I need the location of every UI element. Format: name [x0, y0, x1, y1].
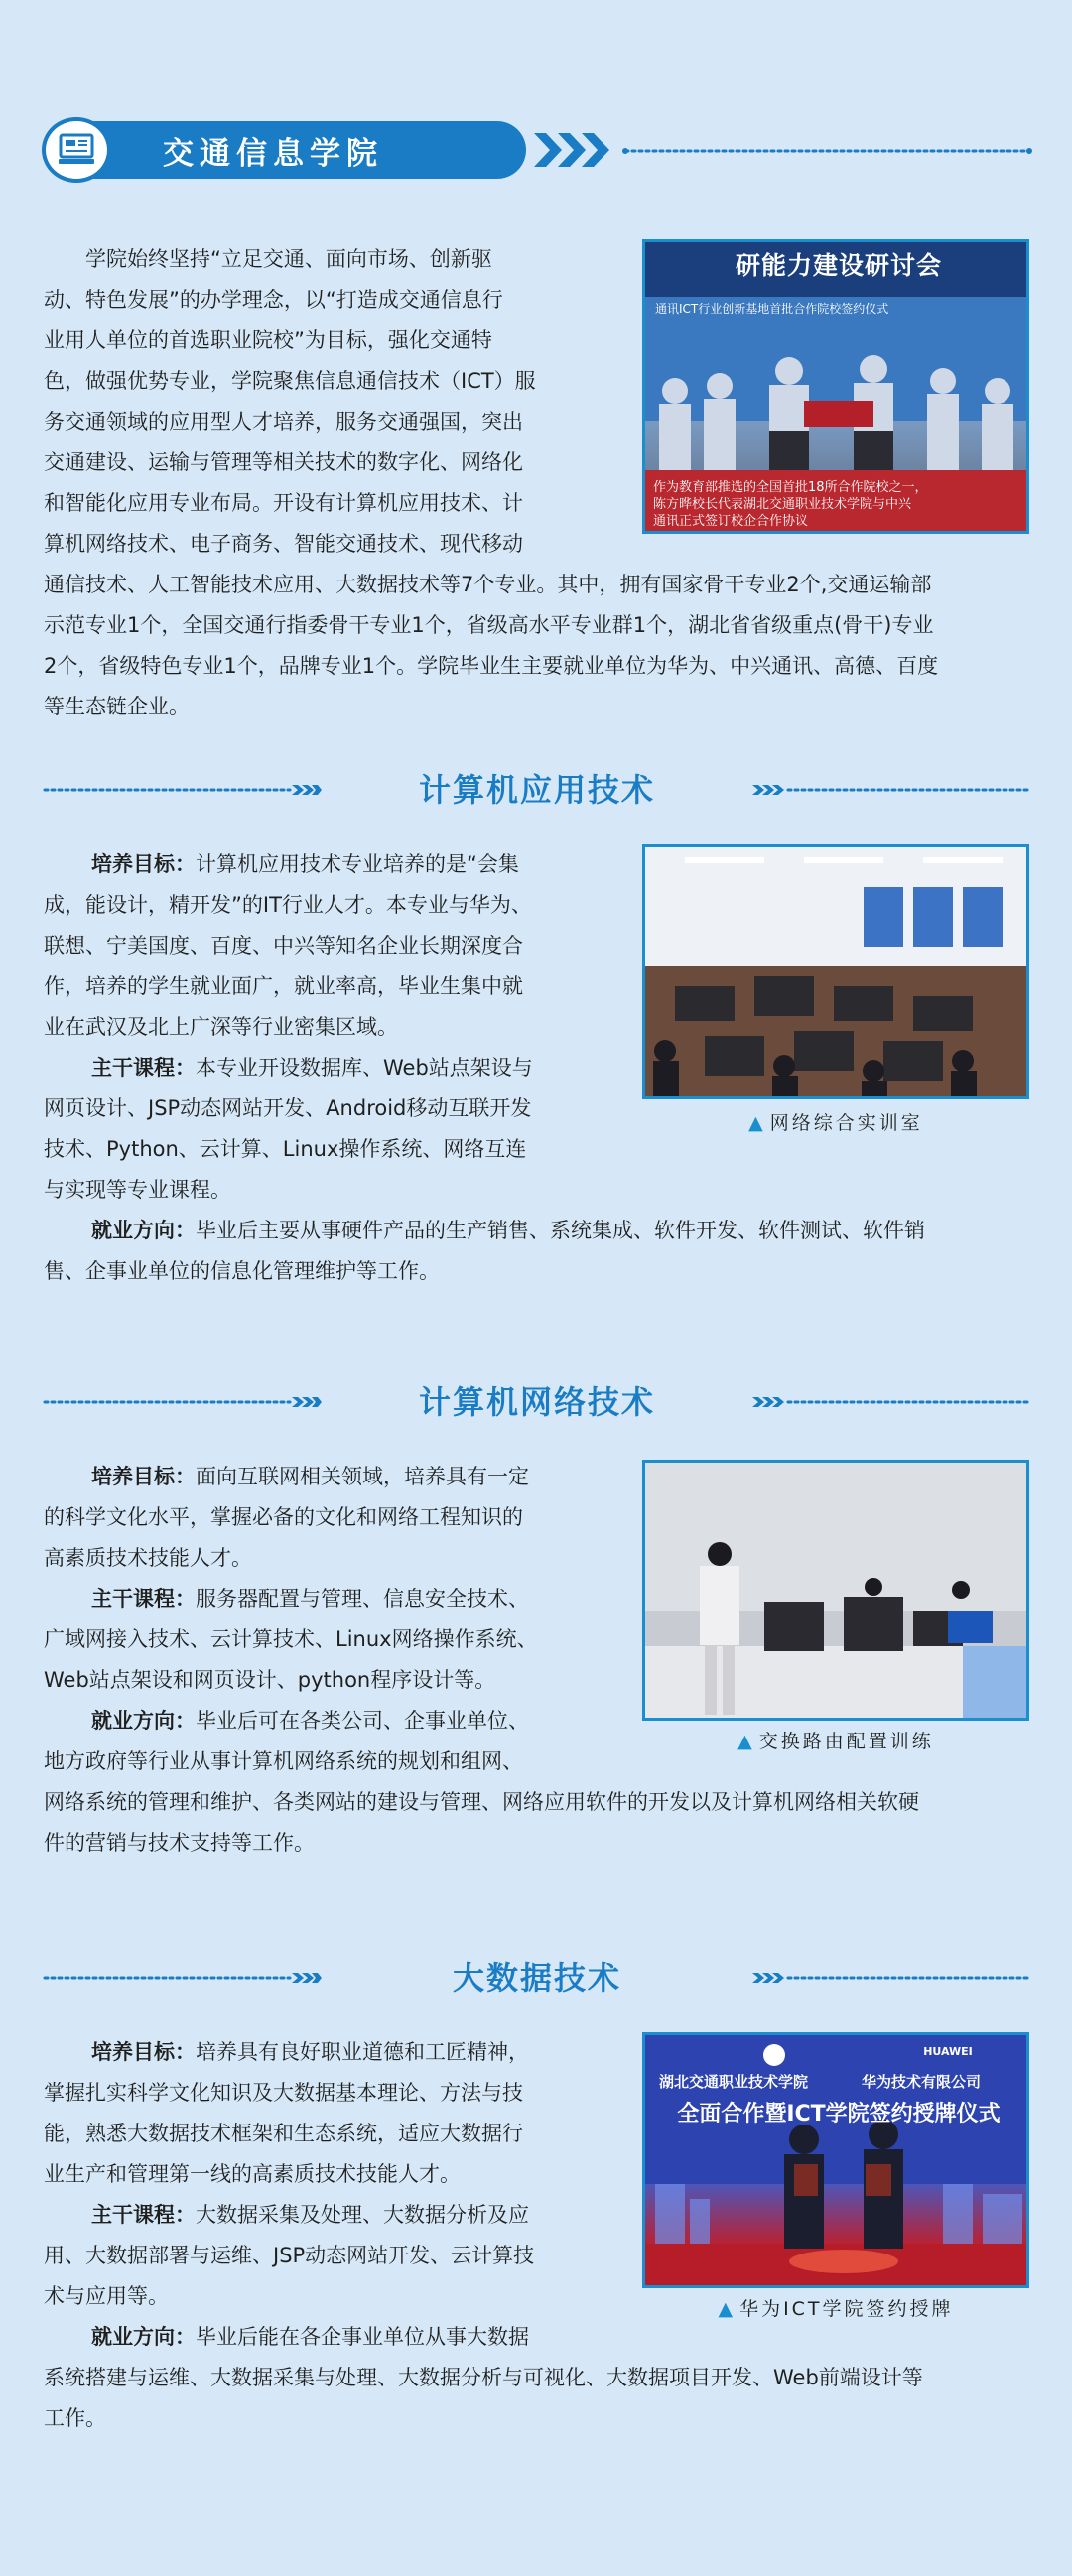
photo-org-left: 湖北交通职业技术学院 [659, 2073, 809, 2091]
paragraph-line: 作，培养的学生就业面广，就业率高，毕业生集中就 [44, 974, 523, 998]
section-header-computer-network [42, 1382, 1032, 1422]
photo-caption-overlay-1: 作为教育部推选的全国首批18所合作院校之一， [653, 480, 928, 495]
paragraph-line: 技术、Python、云计算、Linux操作系统、网络互连 [44, 1137, 527, 1161]
intro-line: 交通建设、运输与管理等相关技术的数字化、网络化 [44, 451, 523, 474]
caption-text: 华为ICT学院签约授牌 [739, 2298, 954, 2320]
triangle-icon: ▲ [718, 2298, 737, 2320]
paragraph-line [44, 1701, 600, 1741]
paragraph-line: 广域网接入技术、云计算技术、Linux网络操作系统、 [44, 1627, 538, 1651]
paragraph-line: 网页设计、JSP动态网站开发、Android移动互联开发 [44, 1096, 532, 1120]
section-title: 计算机应用技术 [418, 771, 655, 809]
label-career: 就业方向： [91, 1709, 196, 1733]
label-courses: 主干课程： [91, 1056, 196, 1080]
section-body [44, 844, 1032, 1292]
paragraph-line: Web站点架设和网页设计、python程序设计等。 [44, 1668, 496, 1692]
paragraph-line [44, 2317, 600, 2358]
intro-line: 色，做强优势专业，学院聚焦信息通信技术（ICT）服 [44, 369, 536, 393]
label-goal: 培养目标： [91, 1465, 196, 1488]
paragraph-line: 术与应用等。 [44, 2284, 169, 2308]
label-goal: 培养目标： [91, 2040, 196, 2064]
paragraph-line [44, 844, 600, 885]
text: 毕业后主要从事硬件产品的生产销售、系统集成、软件开发、软件测试、软件销 [196, 1219, 925, 1242]
text: 大数据采集及处理、大数据分析及应 [196, 2203, 529, 2227]
paragraph-line: 工作。 [44, 2406, 106, 2430]
paragraph-line [44, 2195, 600, 2236]
college-intro [44, 239, 1032, 727]
intro-line: 示范专业1个，全国交通行指委骨干专业1个，省级高水平专业群1个，湖北省省级重点(骨干)专业 [44, 613, 934, 637]
text: 服务器配置与管理、信息安全技术、 [196, 1587, 529, 1610]
label-courses: 主干课程： [91, 1587, 196, 1610]
photo-subbanner-text: 通讯ICT行业创新基地首批合作院校签约仪式 [655, 302, 889, 316]
paragraph-line: 业在武汉及北上广深等行业密集区域。 [44, 1015, 398, 1039]
intro-line: 学院始终坚持“立足交通、面向市场、创新驱 [85, 247, 492, 271]
intro-line: 务交通领域的应用型人才培养，服务交通强国，突出 [44, 410, 523, 434]
college-title: 交通信息学院 [71, 121, 526, 179]
paragraph-line: 能，熟悉大数据技术框架和生态系统，适应大数据行 [44, 2122, 523, 2145]
triangle-icon: ▲ [748, 1112, 766, 1134]
paragraph-line: 高素质技术技能人才。 [44, 1546, 252, 1570]
triangle-icon: ▲ [737, 1731, 755, 1752]
text: 本专业开设数据库、Web站点架设与 [196, 1056, 533, 1080]
paragraph-line: 地方政府等行业从事计算机网络系统的规划和组网、 [44, 1749, 523, 1773]
paragraph-line: 用、大数据部署与运维、JSP动态网站开发、云计算技 [44, 2244, 535, 2267]
paragraph-line: 联想、宁美国度、百度、中兴等知名企业长期深度合 [44, 934, 523, 958]
intro-line: 等生态链企业。 [44, 695, 190, 718]
label-career: 就业方向： [91, 2325, 196, 2349]
dotted-line-decoration [752, 1396, 1032, 1408]
paragraph-line: 件的营销与技术支持等工作。 [44, 1831, 315, 1855]
label-career: 就业方向： [91, 1219, 196, 1242]
dotted-line-decoration [752, 1972, 1032, 1984]
paragraph-line: 掌握扎实科学文化知识及大数据基本理论、方法与技 [44, 2081, 523, 2105]
paragraph-line: 网络系统的管理和维护、各类网站的建设与管理、网络应用软件的开发以及计算机网络相关软硬 [44, 1790, 919, 1814]
chevron-decoration [534, 129, 613, 171]
section-body [44, 1457, 1032, 1864]
text: 计算机应用技术专业培养的是“会集 [196, 852, 519, 876]
paragraph-line [44, 1211, 1032, 1251]
photo-caption-overlay-2: 陈方晔校长代表湖北交通职业技术学院与中兴 [653, 497, 912, 512]
college-header-banner [42, 117, 1032, 183]
paragraph-line [44, 1457, 600, 1497]
section-title: 计算机网络技术 [418, 1383, 655, 1421]
photo-banner-text: 研能力建设研讨会 [735, 251, 942, 280]
paragraph-line [44, 2032, 600, 2073]
caption-text: 网络综合实训室 [769, 1112, 923, 1134]
photo-banner-text: 全面合作暨ICT学院签约授牌仪式 [677, 2102, 1001, 2126]
caption-text: 交换路由配置训练 [758, 1731, 934, 1752]
intro-line: 通信技术、人工智能技术应用、大数据技术等7个专业。其中，拥有国家骨干专业2个,交通运输部 [44, 573, 932, 596]
text: 毕业后可在各类公司、企事业单位、 [196, 1709, 529, 1733]
paragraph-line [44, 1579, 600, 1619]
paragraph-line: 业生产和管理第一线的高素质技术技能人才。 [44, 2162, 461, 2186]
photo-org-right: 华为技术有限公司 [862, 2073, 982, 2091]
photo-caption-overlay-3: 通讯正式签订校企合作协议 [653, 514, 809, 529]
intro-line: 动、特色发展”的办学理念，以“打造成交通信息行 [44, 288, 503, 312]
paragraph-line: 成，能设计，精开发”的IT行业人才。本专业与华为、 [44, 893, 532, 917]
intro-line: 业用人单位的首选职业院校”为目标，强化交通特 [44, 328, 492, 352]
text: 培养具有良好职业道德和工匠精神， [196, 2040, 529, 2064]
section-title: 大数据技术 [452, 1959, 621, 1996]
text: 面向互联网相关领域，培养具有一定 [196, 1465, 529, 1488]
section-body [44, 2032, 1032, 2439]
section-header-computer-application [42, 770, 1032, 810]
section-header-big-data [42, 1958, 1032, 1997]
intro-line: 2个，省级特色专业1个，品牌专业1个。学院毕业生主要就业单位为华为、中兴通讯、高德、百度 [44, 654, 939, 678]
intro-line: 算机网络技术、电子商务、智能交通技术、现代移动 [44, 532, 523, 556]
paragraph-line [44, 1048, 600, 1089]
paragraph-line: 系统搭建与运维、大数据采集与处理、大数据分析与可视化、大数据项目开发、Web前端设计等 [44, 2366, 923, 2389]
paragraph-line: 与实现等专业课程。 [44, 1178, 231, 1202]
label-goal: 培养目标： [91, 852, 196, 876]
paragraph-line: 售、企事业单位的信息化管理维护等工作。 [44, 1259, 440, 1283]
label-courses: 主干课程： [91, 2203, 196, 2227]
intro-line: 和智能化应用专业布局。开设有计算机应用技术、计 [44, 491, 523, 515]
computer-icon [42, 117, 111, 183]
dotted-line-decoration [622, 148, 1032, 154]
dotted-line-decoration [752, 784, 1032, 796]
text: 毕业后能在各企事业单位从事大数据 [196, 2325, 529, 2349]
photo-brand: HUAWEI [923, 2045, 973, 2058]
paragraph-line: 的科学文化水平，掌握必备的文化和网络工程知识的 [44, 1505, 523, 1529]
